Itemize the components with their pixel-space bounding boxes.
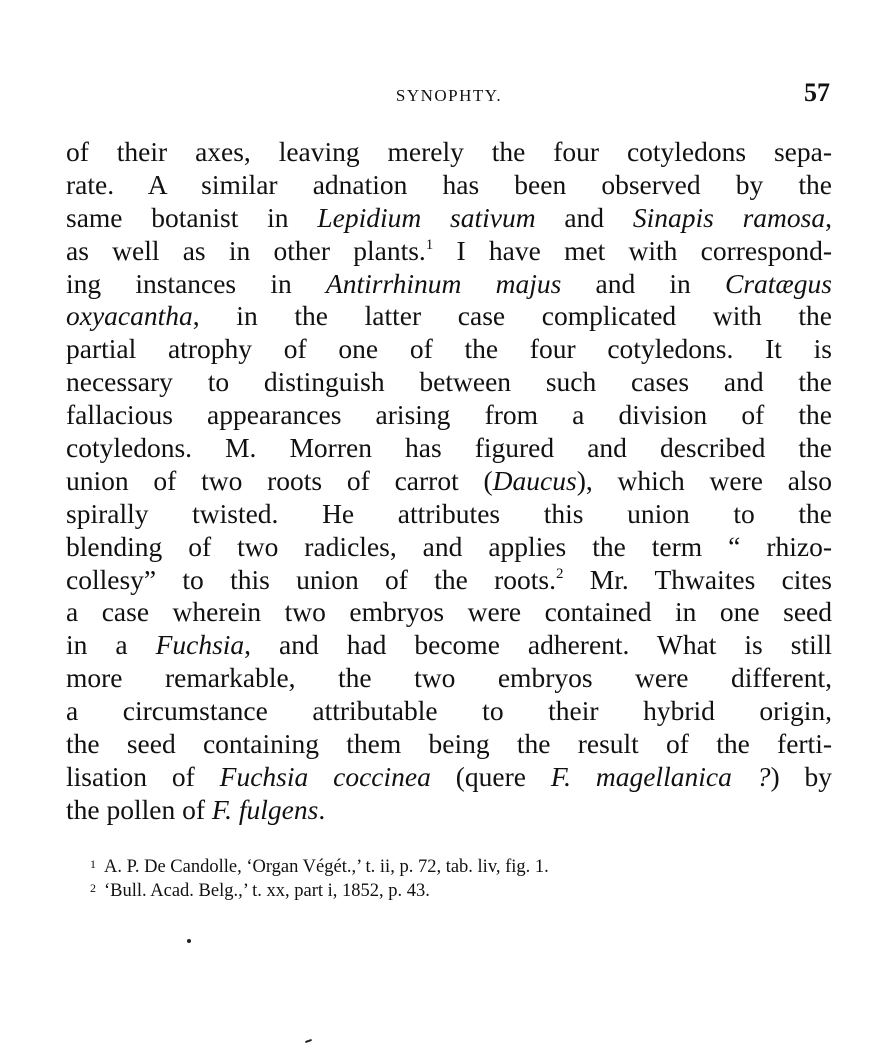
text-line [66, 531, 832, 564]
text-segment: the pollen of [66, 793, 212, 825]
text-line [66, 629, 832, 662]
text-segment: ) by [770, 760, 832, 792]
text-segment: (quere [430, 760, 551, 792]
text-line [66, 202, 832, 235]
text-line [66, 498, 832, 531]
text-segment: blending of two radicles, and applies the term “ rhizo- [66, 530, 832, 562]
text-line [66, 761, 832, 794]
footnote [90, 855, 804, 879]
text-line [66, 728, 832, 761]
text-segment: necessary to distinguish between such cases and the [66, 366, 832, 398]
body-paragraph [66, 136, 832, 827]
footnotes [90, 855, 804, 903]
text-segment: partial atrophy of one of the four cotyledons. It is [66, 333, 832, 365]
text-segment: and in [561, 267, 725, 299]
text-line [66, 432, 832, 465]
text-segment: , and had become adherent. What is still [244, 629, 832, 661]
italic-term: Lepidium sativum [317, 201, 536, 233]
footnote [90, 879, 804, 903]
italic-term: Fuchsia coccinea [219, 760, 431, 792]
italic-term: Sinapis ramosa [632, 201, 826, 233]
text-segment: spirally twisted. He attributes this union to the [66, 497, 832, 529]
page-number: 57 [804, 78, 830, 107]
text-segment: I have met with correspond- [433, 234, 832, 266]
text-segment: , in the latter case complicated with the [192, 300, 832, 332]
italic-term: Fuchsia [155, 629, 245, 661]
text-line [66, 399, 832, 432]
text-segment: and [535, 201, 633, 233]
text-line [66, 300, 832, 333]
text-line [66, 564, 832, 597]
text-line [66, 333, 832, 366]
text-line [66, 169, 832, 202]
text-segment: more remarkable, the two embryos were different, [66, 662, 832, 694]
italic-term: F. magellanica ? [550, 760, 771, 792]
footnote-reference: 2 [555, 565, 564, 582]
page-header [66, 78, 832, 112]
text-line [66, 465, 832, 498]
italic-term: Daucus [492, 464, 577, 496]
footnote-text: A. P. De Candolle, ‘Organ Végét.,’ t. ii, p. 72, tab. liv, fig. 1. [104, 857, 549, 877]
text-segment: fallacious appearances arising from a division of the [66, 399, 832, 431]
text-segment: Mr. Thwaites cites [563, 563, 832, 595]
text-segment: as well as in other plants. [66, 234, 426, 266]
text-line [66, 596, 832, 629]
text-line [66, 235, 832, 268]
italic-term: oxyacantha [66, 300, 193, 332]
scan-speck [187, 939, 191, 943]
text-segment: , [825, 201, 832, 233]
text-line [66, 794, 832, 827]
scan-speck [305, 1039, 312, 1043]
text-line [66, 695, 832, 728]
italic-term: Cratægus [725, 267, 832, 299]
text-segment: union of two roots of carrot ( [66, 464, 493, 496]
italic-term: F. fulgens [211, 793, 319, 825]
text-line [66, 268, 832, 301]
footnote-mark: 2 [90, 881, 96, 895]
text-segment: ing instances in [66, 267, 326, 299]
text-segment: . [318, 793, 326, 825]
text-line [66, 366, 832, 399]
text-segment: a case wherein two embryos were contained in one seed [66, 596, 832, 628]
text-segment: a circumstance attributable to their hybrid origin, [66, 695, 832, 727]
footnote-mark: 1 [90, 857, 96, 871]
footnote-reference: 1 [425, 236, 434, 253]
text-segment: in a [66, 629, 156, 661]
text-segment: the seed containing them being the result of the ferti- [66, 728, 832, 760]
text-segment: collesy” to this union of the roots. [66, 563, 556, 595]
text-segment: same botanist in [66, 201, 318, 233]
italic-term: Antirrhinum majus [325, 267, 562, 299]
text-segment: of their axes, leaving merely the four cotyledons sepa- [66, 136, 832, 167]
text-segment: cotyledons. M. Morren has figured and described the [66, 432, 832, 464]
footnote-text: ‘Bull. Acad. Belg.,’ t. xx, part i, 1852, p. 43. [104, 881, 430, 901]
text-line [66, 662, 832, 695]
text-segment: rate. A similar adnation has been observed by the [66, 168, 832, 200]
text-segment: ), which were also [576, 464, 833, 496]
text-line [66, 136, 832, 169]
running-head: SYNOPHTY. [395, 86, 503, 105]
text-segment: lisation of [66, 760, 220, 792]
